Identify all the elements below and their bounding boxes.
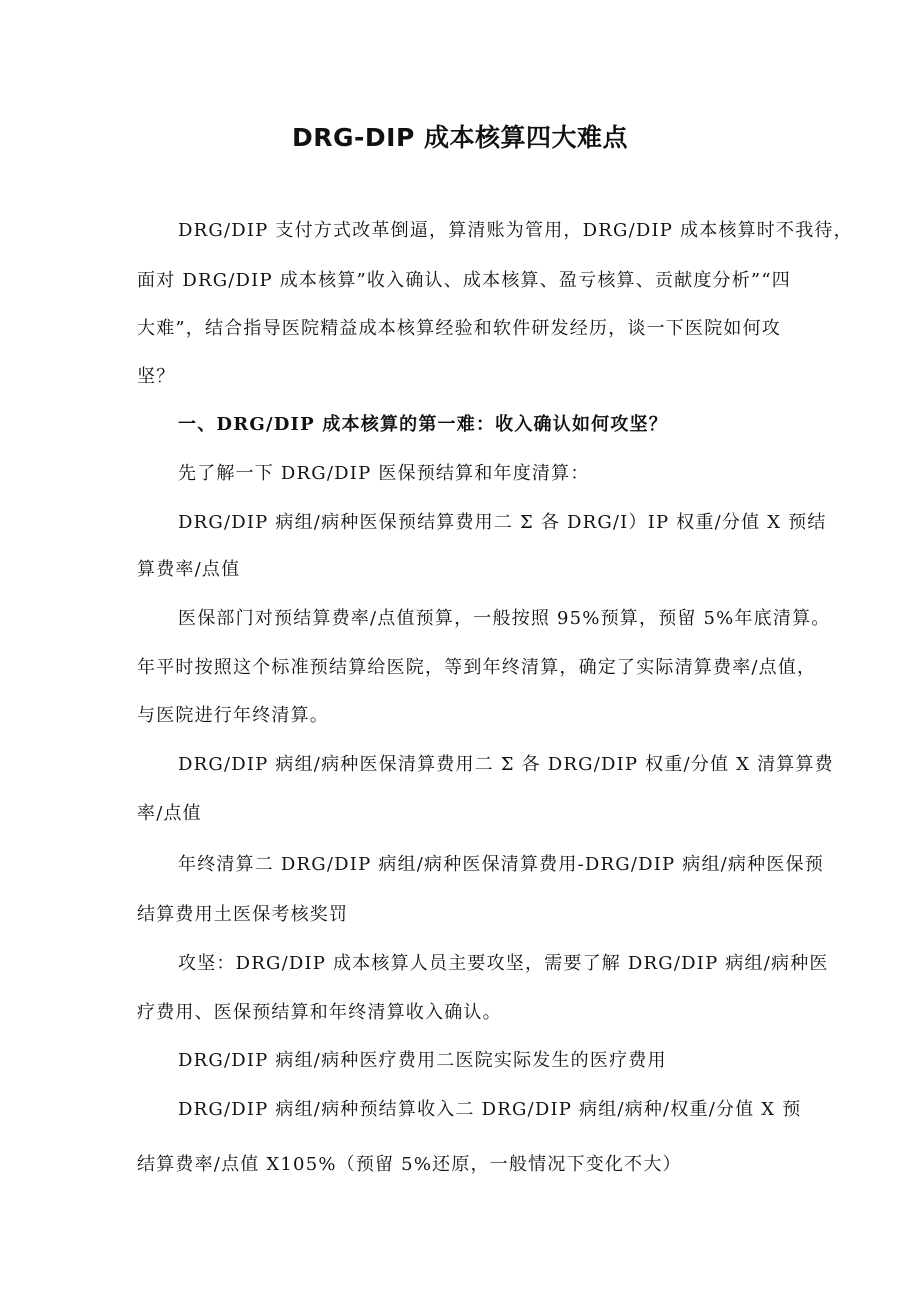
paragraph-line: 大难”，结合指导医院精益成本核算经验和软件研发经历，谈一下医院如何攻 [137,318,781,339]
paragraph-line: 医保部门对预结算费率/点值预算，一般按照 95%预算，预留 5%年底清算。 [178,608,831,629]
document-title: DRG-DIP 成本核算四大难点 [292,123,628,152]
formula-line: 算费率/点值 [137,559,241,580]
paragraph-line: 面对 DRG/DIP 成本核算”收入确认、成本核算、盈亏核算、贡献度分析”“四 [137,270,791,291]
paragraph-line: DRG/DIP 支付方式改革倒逼，算清账为管用，DRG/DIP 成本核算时不我待， [178,220,853,241]
paragraph-line: 与医院进行年终清算。 [137,705,329,726]
formula-line: 年终清算二 DRG/DIP 病组/病种医保清算费用-DRG/DIP 病组/病种医保预 [178,854,824,875]
paragraph-line: 坚？ [137,366,176,387]
formula-line: 率/点值 [137,803,202,824]
section-heading: 一、DRG/DIP 成本核算的第一难：收入确认如何攻坚？ [178,414,668,435]
paragraph-line: 疗费用、医保预结算和年终清算收入确认。 [137,1002,502,1023]
formula-line: DRG/DIP 病组/病种医疗费用二医院实际发生的医疗费用 [178,1050,667,1071]
paragraph-line: 先了解一下 DRG/DIP 医保预结算和年度清算： [178,463,590,484]
formula-line: DRG/DIP 病组/病种医保预结算费用二 Σ 各 DRG/I）IP 权重/分值 X 预结 [178,512,827,533]
formula-line: 结算费用土医保考核奖罚 [137,904,349,925]
formula-line: 结算费率/点值 X105%（预留 5%还原，一般情况下变化不大） [137,1154,682,1175]
formula-line: DRG/DIP 病组/病种预结算收入二 DRG/DIP 病组/病种/权重/分值 X 预 [178,1099,802,1120]
paragraph-line: 年平时按照这个标准预结算给医院，等到年终清算，确定了实际清算费率/点值， [137,657,817,678]
formula-line: DRG/DIP 病组/病种医保清算费用二 Σ 各 DRG/DIP 权重/分值 X 清算算费 [178,754,834,775]
paragraph-line: 攻坚：DRG/DIP 成本核算人员主要攻坚，需要了解 DRG/DIP 病组/病种医 [178,953,829,974]
